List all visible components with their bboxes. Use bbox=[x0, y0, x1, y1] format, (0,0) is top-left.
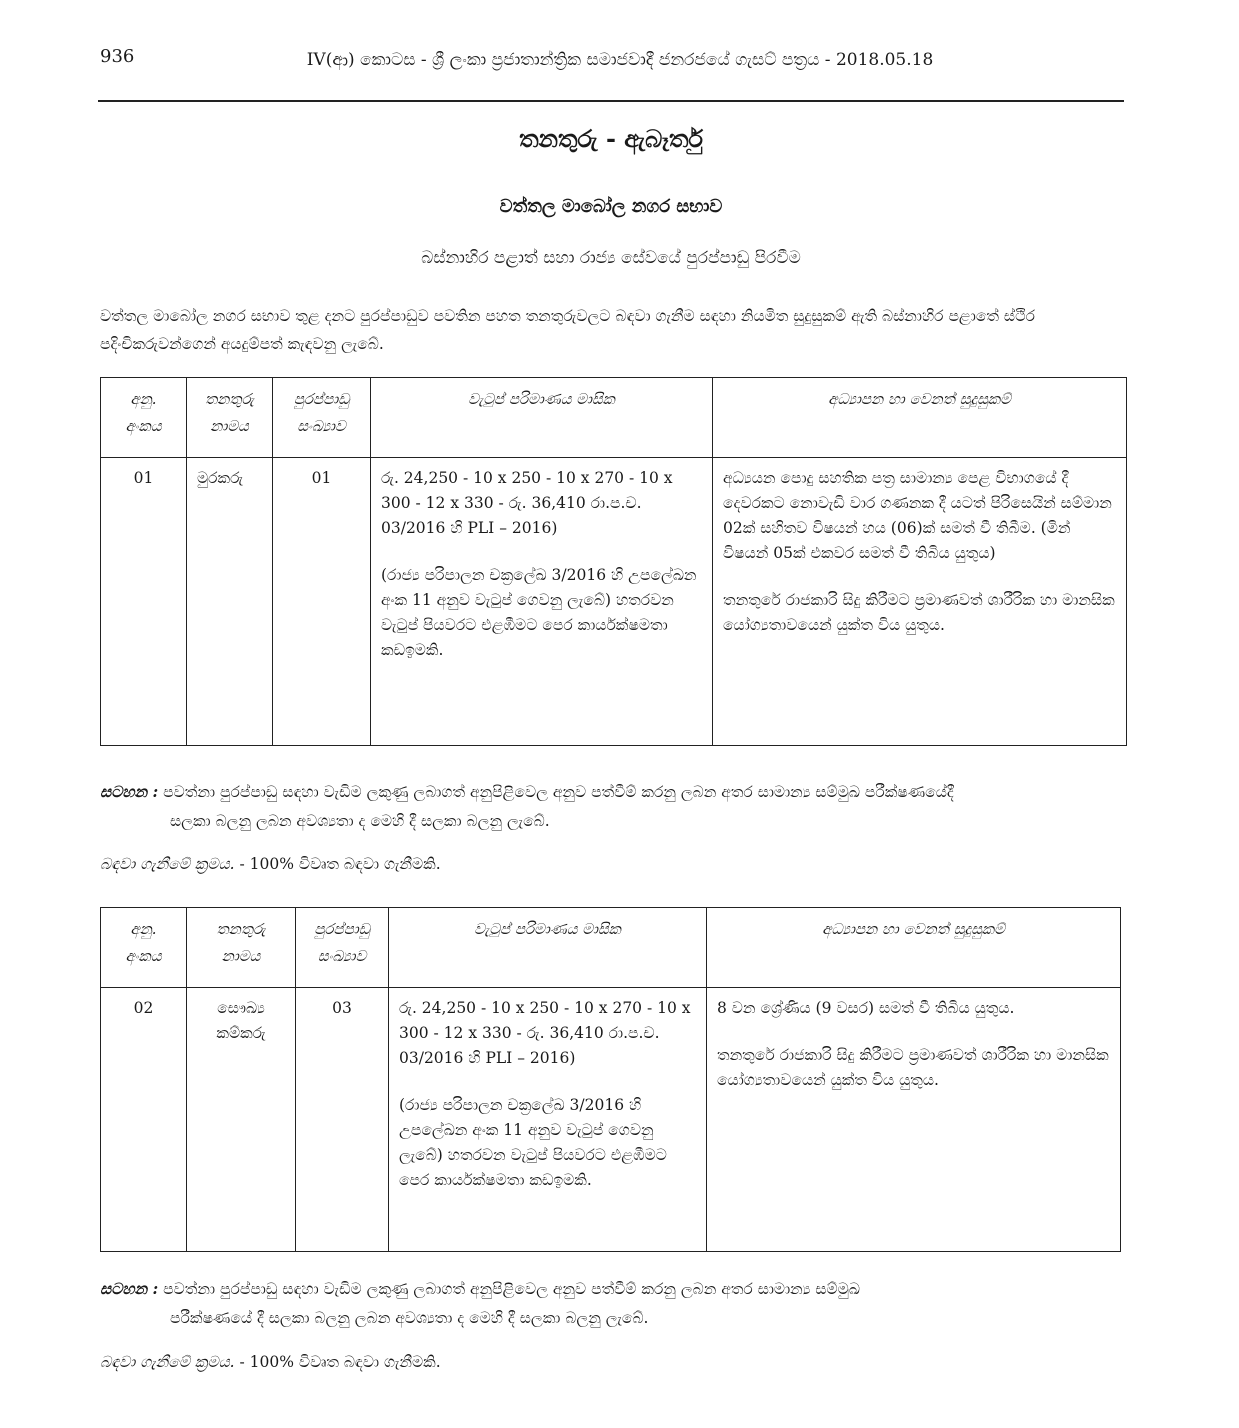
organization-name: වත්තල මාබෝල නගර සභාව bbox=[499, 196, 723, 217]
cell-post: සෞඛ්‍ය කම්කරු bbox=[187, 988, 296, 1252]
recruitment-method-2 bbox=[100, 1353, 441, 1372]
vacancy-table-1 bbox=[100, 377, 1127, 746]
qualification-fitness: තනතුරේ රාජකාරි සිදු කිරීමට ප්‍රමාණවත් ශාරීරික හා මානසික යෝග්‍යතාවයෙන් යුක්ත විය යුතුය. bbox=[717, 1046, 1109, 1089]
table-row bbox=[101, 988, 1121, 1252]
table-header-row bbox=[101, 378, 1127, 458]
salary-scale: රු. 24,250 - 10 x 250 - 10 x 270 - 10 x 300 - 12 x 330 - රු. 36,410 රා.ප.ච. 03/2016 හි PLI – 2016) bbox=[399, 999, 691, 1067]
cell-no: 01 bbox=[101, 458, 187, 746]
note-label: සටහන : bbox=[100, 782, 159, 801]
note-label: සටහන : bbox=[100, 1279, 159, 1298]
page-title: තනතුරු - ඇබෑර්තු bbox=[519, 124, 703, 153]
col-header-qualifications: අධ්‍යාපන හා වෙනත් සුදුසුකම් bbox=[713, 378, 1127, 458]
qualification-education: අධ්‍යයන පොදු සහතික පත්‍ර සාමාන්‍ය පෙළ විභාගයේ දී දෙවරකට නොවැඩි වාර ගණනක දී යටත් පිරිසෙයින් සම්මාන 02ක් සහිතව විෂයන් හය (06)ක් සමත් වී තිබීම. (මින් විෂයන් 05ක් එකවර සමත් වී තිබිය යුතුය) bbox=[723, 469, 1112, 562]
intro-paragraph: වත්තල මාබෝල නගර සභාව තුළ දනට පුරප්පාඩුව පවතින පහත තනතුරුවලට බඳවා ගැනීම සඳහා නියමිත සුදුසුකම් ඇති බස්නාහිර පළාතේ ස්ථිර පදිංචිකරුවන්ගෙන් අයදුම්පත් කැඳවනු ලැබේ. bbox=[100, 307, 1035, 353]
cell-qualifications bbox=[713, 458, 1127, 746]
salary-scale: රු. 24,250 - 10 x 250 - 10 x 270 - 10 x 300 - 12 x 330 - රු. 36,410 රා.ප.ච. 03/2016 හි PLI – 2016) bbox=[381, 469, 673, 537]
recruitment-label: බඳවා ගැනීමේ ක්‍රමය. bbox=[100, 855, 235, 873]
table-header-row bbox=[101, 908, 1121, 988]
qualification-education: 8 වන ශ්‍රේණිය (9 වසර) සමත් වී තිබිය යුතුය. bbox=[717, 999, 1015, 1017]
cell-post: මුරකරු bbox=[187, 458, 273, 746]
note-1 bbox=[100, 777, 1130, 836]
cell-qualifications bbox=[707, 988, 1121, 1252]
cell-no: 02 bbox=[101, 988, 187, 1252]
note-text-line2: පරීක්ෂණයේ දී සලකා බලනු ලබන අවශ්‍යතා ද මෙහි දී සලකා බලනු ලැබේ. bbox=[170, 1309, 649, 1327]
note-2 bbox=[100, 1274, 1130, 1333]
col-header-salary: වැටුප් පරිමාණය මාසික bbox=[371, 378, 713, 458]
salary-note: (රාජ්‍ය පරිපාලන චක්‍රලේඛ 3/2016 හි උපලේඛන අංක 11 අනුව වැටුප් ගෙවනු ලැබේ) හතරවන වැටුප් පියවරට එළඹීමට පෙර කාර්යක්ෂමතා කඩඉමකි. bbox=[399, 1096, 667, 1189]
recruitment-label: බඳවා ගැනීමේ ක්‍රමය. bbox=[100, 1353, 235, 1371]
col-header-no: අනු. අංකය bbox=[101, 378, 187, 458]
section-subtitle: බස්නාහිර පළාත් සහා රාජ්‍ය සේවයේ පුරප්පාඩු පිරවීම bbox=[421, 248, 801, 268]
col-header-qualifications: අධ්‍යාපන හා වෙනත් සුදුසුකම් bbox=[707, 908, 1121, 988]
cell-vacancies: 01 bbox=[273, 458, 371, 746]
note-text-line1: පවත්නා පුරප්පාඩු සඳහා වැඩිම ලකුණු ලබාගත් අනුපිළිවෙල අනුව පත්වීම් කරනු ලබන අතර සාමාන්‍ය සම්මුඛ පරීක්ෂණයේදී bbox=[158, 783, 954, 801]
table-row bbox=[101, 458, 1127, 746]
vacancy-table-2 bbox=[100, 907, 1121, 1252]
note-text-line1: පවත්නා පුරප්පාඩු සඳහා වැඩිම ලකුණු ලබාගත් අනුපිළිවෙල අනුව පත්වීම් කරනු ලබන අතර සාමාන්‍ය සම්මුඛ bbox=[158, 1280, 860, 1298]
col-header-vacancies: පුරප්පාඩු සංඛ්‍යාව bbox=[273, 378, 371, 458]
recruitment-value: - 100% විවෘත බඳවා ගැනීමකි. bbox=[234, 1353, 441, 1371]
cell-vacancies: 03 bbox=[296, 988, 389, 1252]
header-divider bbox=[98, 100, 1124, 102]
recruitment-value: - 100% විවෘත බඳවා ගැනීමකි. bbox=[234, 855, 441, 873]
col-header-vacancies: පුරප්පාඩු සංඛ්‍යාව bbox=[296, 908, 389, 988]
cell-salary bbox=[371, 458, 713, 746]
col-header-post: තනතුරු නාමය bbox=[187, 908, 296, 988]
col-header-no: අනු. අංකය bbox=[101, 908, 187, 988]
qualification-fitness: තනතුරේ රාජකාරි සිදු කිරීමට ප්‍රමාණවත් ශාරීරික හා මානසික යෝග්‍යතාවයෙන් යුක්ත විය යුතුය. bbox=[723, 591, 1115, 634]
note-text-line2: සලකා බලනු ලබන අවශ්‍යතා ද මෙහි දී සලකා බලනු ලැබේ. bbox=[170, 812, 550, 830]
recruitment-method-1 bbox=[100, 855, 441, 874]
col-header-salary: වැටුප් පරිමාණය මාසික bbox=[389, 908, 707, 988]
salary-note: (රාජ්‍ය පරිපාලන චක්‍රලේඛ 3/2016 හි උපලේඛන අංක 11 අනුව වැටුප් ගෙවනු ලැබේ) හතරවන වැටුප් පියවරට එළඹීමට පෙර කාර්යක්ෂමතා කඩඉමකි. bbox=[381, 566, 697, 659]
gazette-header: IV(ආ) කොටස - ශ්‍රී ලංකා ප්‍රජාතාන්ත්‍රික සමාජවාදී ජනරජයේ ගැසට් පත්‍රය - 2018.05.18 bbox=[306, 50, 934, 70]
col-header-post: තනතුරු නාමය bbox=[187, 378, 273, 458]
page-number: 936 bbox=[100, 46, 135, 67]
cell-salary bbox=[389, 988, 707, 1252]
